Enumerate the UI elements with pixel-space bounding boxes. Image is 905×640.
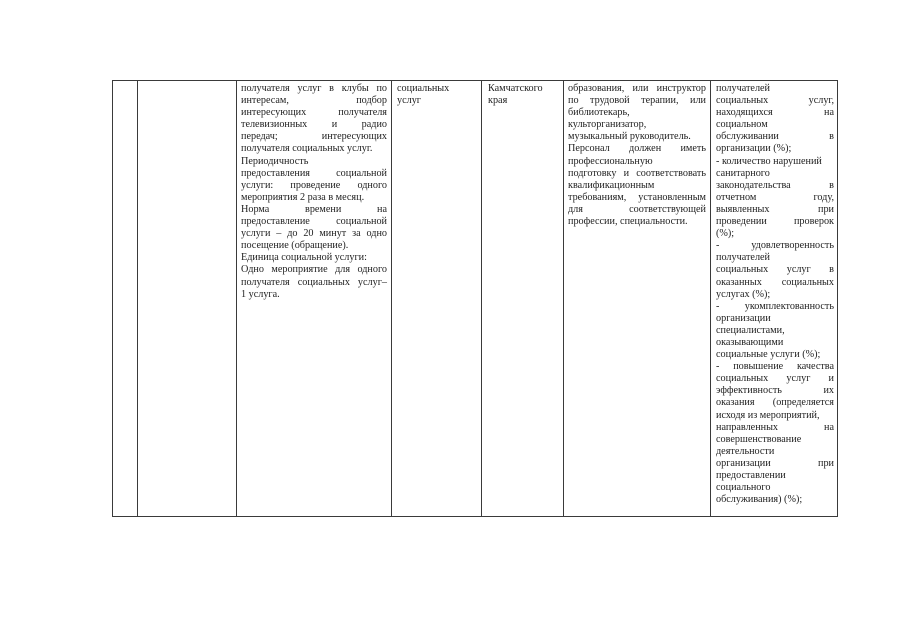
text-line: телевизионных и радио xyxy=(241,119,387,131)
text-line: оказанных социальных xyxy=(716,276,834,288)
cell-quality-indicators xyxy=(716,83,834,506)
text-line: совершенствование xyxy=(716,433,802,445)
text-line: для соответствующей xyxy=(568,203,706,215)
text-line: направленных на xyxy=(716,421,834,433)
text-line: интересующих получателя xyxy=(241,107,387,119)
text-line: получателя социальных услуг. xyxy=(241,143,373,155)
text-line: деятельности xyxy=(716,445,775,457)
text-line: Одно мероприятие для одного xyxy=(241,264,387,276)
text-line: социальных услуг, xyxy=(716,95,834,107)
text-line: проведении проверок xyxy=(716,216,834,228)
text-line: санитарного xyxy=(716,167,770,179)
text-line: услуг xyxy=(397,95,421,107)
text-line: получателя услуг в клубы по xyxy=(241,83,387,94)
table-right-border xyxy=(837,80,838,517)
column-divider-3 xyxy=(391,80,392,517)
text-line: предоставлении xyxy=(716,470,786,481)
cell-service-description xyxy=(241,83,387,301)
text-line: эффективность их xyxy=(716,385,834,397)
text-line: требованиям, установленным xyxy=(568,191,706,203)
text-line: получателей xyxy=(716,252,771,264)
table-bottom-border xyxy=(112,516,838,517)
text-line: передач; интересующих xyxy=(241,131,387,143)
cell-service-type xyxy=(397,83,477,107)
text-line: получателя социальных услуг– xyxy=(241,276,387,288)
text-line: образования, или инструктор xyxy=(568,83,706,94)
text-line: отчетном году, xyxy=(716,191,834,203)
text-line: по трудовой терапии, или xyxy=(568,95,706,107)
text-line: Единица социальной услуги: xyxy=(241,252,367,264)
text-line: услуги: проведение одного xyxy=(241,179,387,191)
text-line: Норма времени на xyxy=(241,203,387,215)
column-divider-2 xyxy=(236,80,237,517)
text-line: услуги – до 20 минут за одно xyxy=(241,228,387,240)
text-line: организации xyxy=(716,312,771,324)
text-line: социальных xyxy=(397,83,450,94)
text-line: социальных услуг и xyxy=(716,373,834,385)
text-line: социальных услуг в xyxy=(716,264,834,276)
table-top-border xyxy=(112,80,838,81)
cell-region xyxy=(488,83,560,107)
text-line: оказывающими xyxy=(716,336,784,348)
text-line: социальном xyxy=(716,119,768,131)
text-line: законодательства в xyxy=(716,179,834,191)
text-line: библиотекарь, xyxy=(568,107,630,119)
text-line: - количество нарушений xyxy=(716,155,822,167)
text-line: оказания (определяется xyxy=(716,397,834,409)
text-line: (%); xyxy=(716,228,735,240)
text-line: профессиональную xyxy=(568,155,653,167)
text-line: организации (%); xyxy=(716,143,792,155)
text-line: - повышение качества xyxy=(716,361,834,373)
column-divider-4 xyxy=(481,80,482,517)
text-line: посещение (обращение). xyxy=(241,240,349,252)
text-line: услугах (%); xyxy=(716,288,771,300)
text-line: квалификационным xyxy=(568,179,655,191)
text-line: обслуживании в xyxy=(716,131,834,143)
text-line: музыкальный руководитель. xyxy=(568,131,691,143)
text-line: исходя из мероприятий, xyxy=(716,409,820,421)
text-line: находящихся на xyxy=(716,107,834,119)
text-line: профессии, специальности. xyxy=(568,216,688,228)
text-line: предоставление социальной xyxy=(241,216,387,228)
table-left-border xyxy=(112,80,113,517)
text-line: выявленных при xyxy=(716,203,834,215)
text-line: социальные услуги (%); xyxy=(716,349,821,361)
text-line: интересам, подбор xyxy=(241,95,387,107)
text-line: мероприятия 2 раза в месяц. xyxy=(241,191,365,203)
column-divider-5 xyxy=(563,80,564,517)
text-line: обслуживания) (%); xyxy=(716,494,803,506)
text-line: Камчатского xyxy=(488,83,543,94)
text-line: предоставления социальной xyxy=(241,167,387,179)
text-line: получателей xyxy=(716,83,771,94)
text-line: Персонал должен иметь xyxy=(568,143,706,155)
text-line: 1 услуга. xyxy=(241,288,280,300)
text-line: подготовку и соответствовать xyxy=(568,167,706,179)
text-line: социального xyxy=(716,482,771,494)
text-line: организации при xyxy=(716,457,834,469)
text-line: - удовлетворенность xyxy=(716,240,834,252)
text-line: края xyxy=(488,95,508,107)
text-line: - укомплектованность xyxy=(716,300,834,312)
text-line: специалистами, xyxy=(716,324,785,336)
column-divider-6 xyxy=(710,80,711,517)
column-divider-1 xyxy=(137,80,138,517)
text-line: культорганизатор, xyxy=(568,119,647,131)
cell-staff-requirements xyxy=(568,83,706,228)
text-line: Периодичность xyxy=(241,155,309,167)
